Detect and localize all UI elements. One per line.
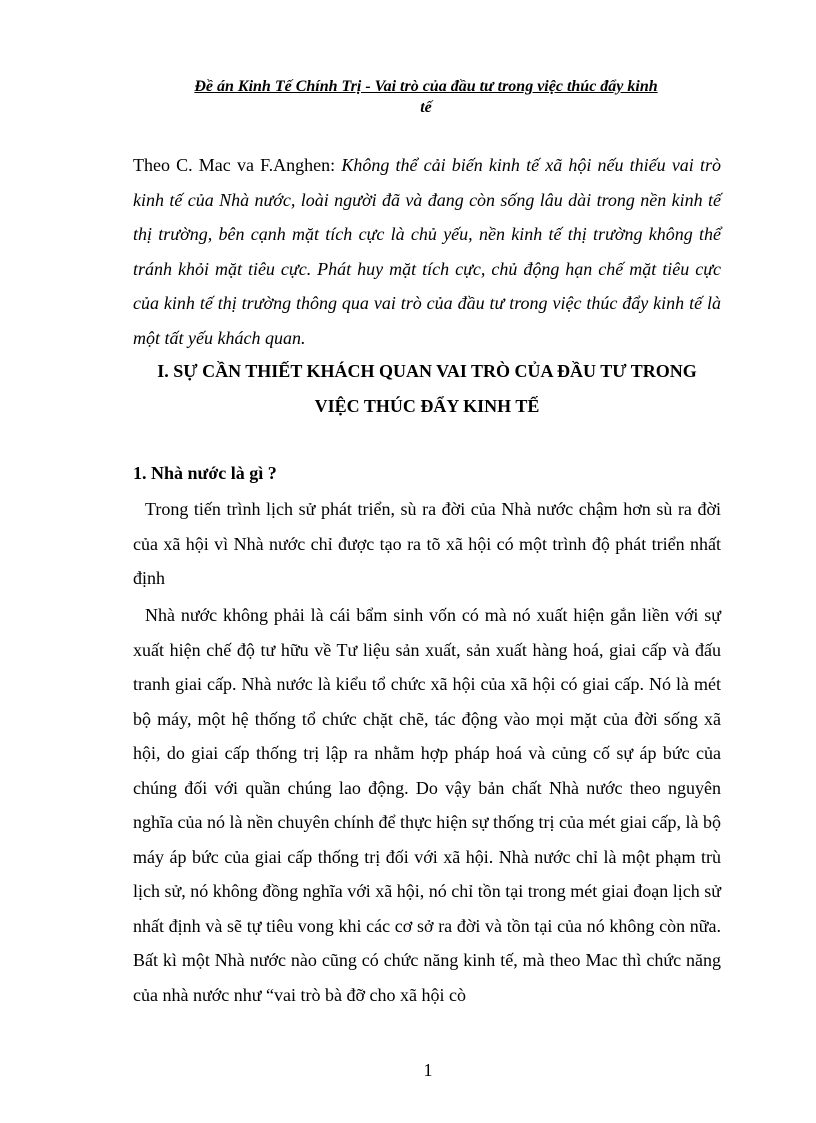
section-heading <box>133 354 721 424</box>
intro-lead: Theo C. Mac va F.Anghen: <box>133 155 342 175</box>
body-paragraph-1: Trong tiến trình lịch sử phát triển, sù ra đời của Nhà nước chậm hơn sù ra đời của xã hội vì Nhà nước chỉ được tạo ra tõ xã hội có một trình độ phát triển nhất định <box>133 499 721 588</box>
section-heading-line-2: VIỆC THÚC ĐẨY KINH TẾ <box>314 396 540 416</box>
header-line-2: tế <box>420 99 432 116</box>
subsection-heading: 1. Nhà nước là gì ? <box>133 463 277 483</box>
running-header <box>130 76 722 118</box>
page-number: 1 <box>423 1060 433 1080</box>
body-paragraph-2: Nhà nước không phải là cái bẩm sinh vốn có mà nó xuất hiện gắn liền với sự xuất hiện chế độ tư hữu về Tư liệu sản xuất, sản xuất hàng hoá, giai cấp và đấu tranh giai cấp. Nhà nước là kiểu tổ chức xã hội của xã hội có giai cấp. Nó là mét bộ máy, một hệ thống tổ chức chặt chẽ, tác động vào mọi mặt của đời sống xã hội, do giai cấp thống trị lập ra nhằm hợp pháp hoá và củng cố sự áp bức của chúng đối với quần chúng lao động. Do vậy bản chất Nhà nước theo nguyên nghĩa của nó là nền chuyên chính để thực hiện sự thống trị của mét giai cấp, là bộ máy áp bức của giai cấp thống trị đối với xã hội. Nhà nước chỉ là một phạm trù lịch sử, nó không đồng nghĩa với xã hội, nó chỉ tồn tại trong mét giai đoạn lịch sử nhất định và sẽ tự tiêu vong khi các cơ sở ra đời và tồn tại của nó không còn nữa. Bất kì một Nhà nước nào cũng có chức năng kinh tế, mà theo Mac thì chức năng của nhà nước như “vai trò bà đỡ cho xã hội cò <box>133 605 721 1005</box>
intro-quote: Không thể cải biến kinh tế xã hội nếu thiếu vai trò kinh tế của Nhà nước, loài người đã và đang còn sống lâu dài trong nền kinh tế thị trường, bên cạnh mặt tích cực là chủ yếu, nền kinh tế thị trường không thể tránh khỏi mặt tiêu cực. Phát huy mặt tích cực, chủ động hạn chế mặt tiêu cực của kinh tế thị trường thông qua vai trò của đầu tư trong việc thúc đẩy kinh tế là một tất yếu khách quan. <box>133 155 721 348</box>
section-heading-line-1: I. SỰ CẦN THIẾT KHÁCH QUAN VAI TRÒ CỦA ĐẦU TƯ TRONG <box>157 361 697 381</box>
header-line-1: Đề án Kinh Tế Chính Trị - Vai trò của đầu tư trong việc thúc đẩy kinh <box>194 78 658 95</box>
intro-paragraph <box>133 148 721 355</box>
